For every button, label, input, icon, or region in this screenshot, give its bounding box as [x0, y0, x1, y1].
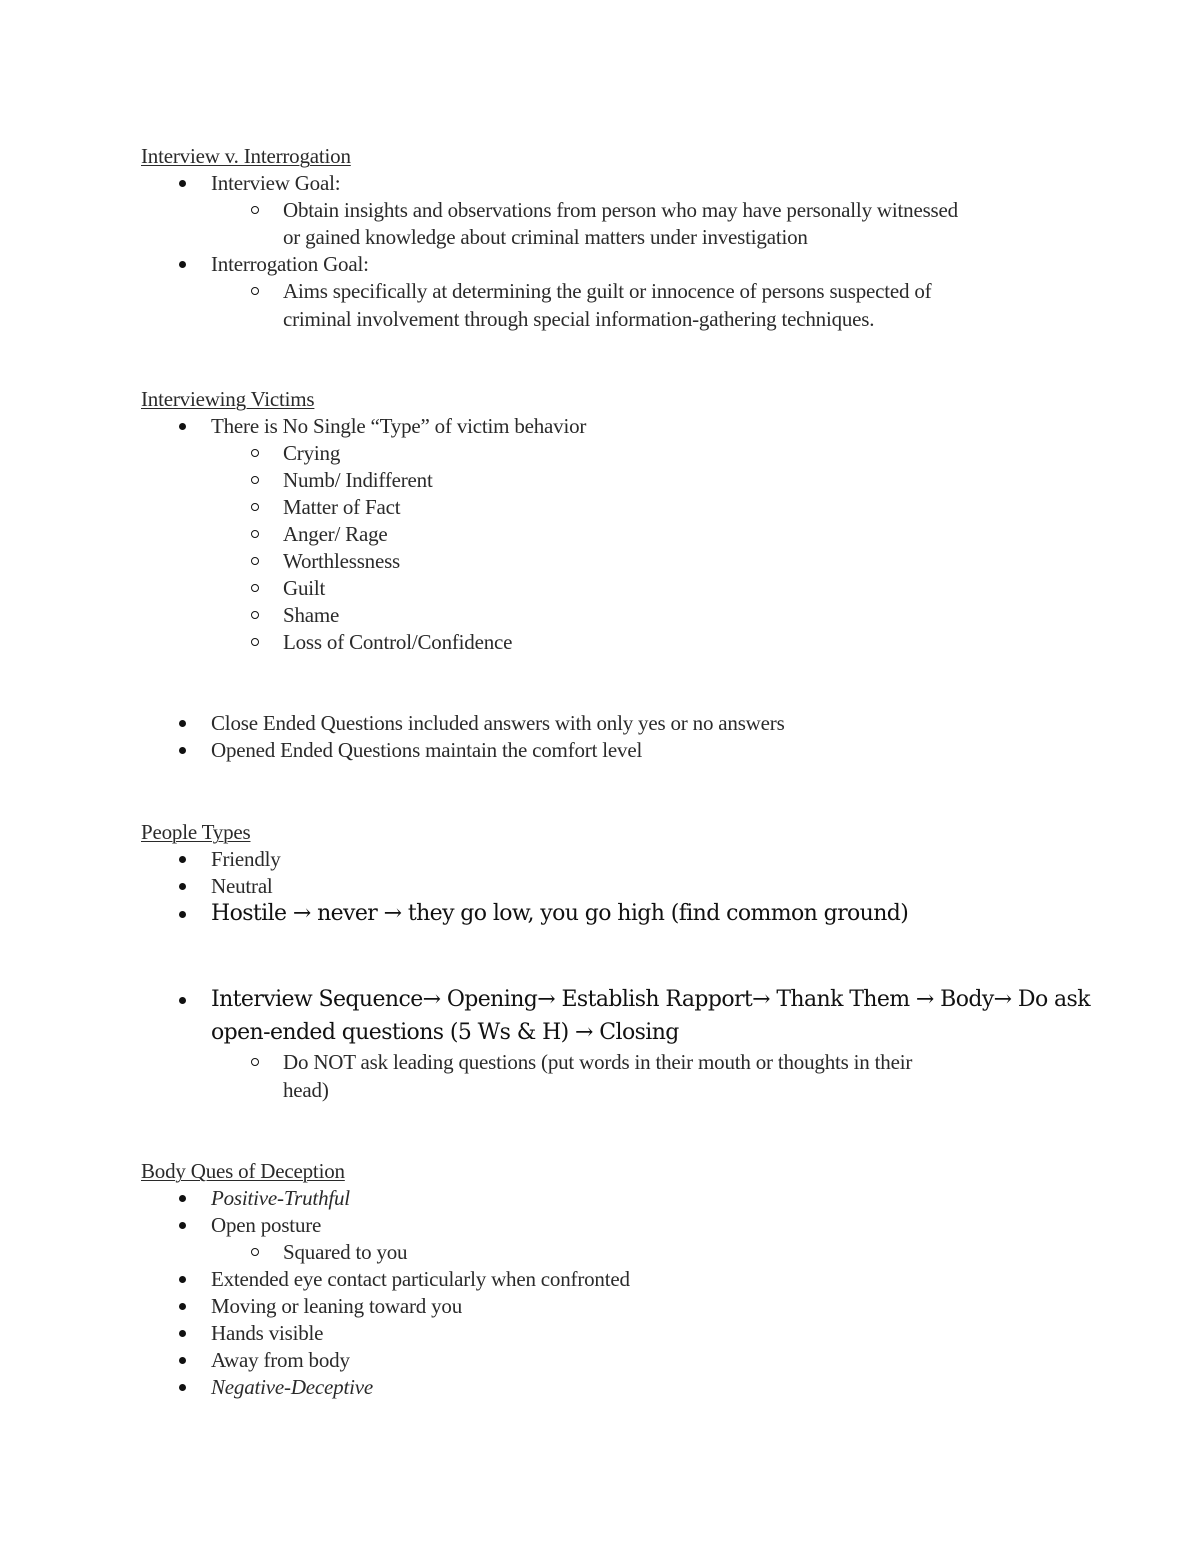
- away-from-body-item: Away from body: [211, 1348, 350, 1372]
- hollow-bullet-icon: [251, 1058, 259, 1066]
- eye-contact-item: Extended eye contact particularly when confronted: [211, 1267, 630, 1291]
- interview-goal-detail-line-1: Obtain insights and observations from person who may have personally witnessed: [283, 198, 958, 222]
- hollow-bullet-icon: [251, 611, 259, 619]
- hollow-bullet-icon: [251, 584, 259, 592]
- negative-deceptive-item: Negative-Deceptive: [211, 1375, 373, 1399]
- bullet-icon: [179, 180, 186, 187]
- no-single-type-item: There is No Single “Type” of victim behavior: [211, 414, 587, 438]
- section-heading-interview-v-interrogation: Interview v. Interrogation: [141, 144, 351, 168]
- interview-sequence-line-2: open-ended questions (5 Ws & H) → Closing: [211, 1020, 679, 1045]
- behavior-item: Guilt: [283, 576, 326, 600]
- close-ended-item: Close Ended Questions included answers with only yes or no answers: [211, 711, 785, 735]
- hollow-bullet-icon: [251, 1248, 259, 1256]
- hands-visible-item: Hands visible: [211, 1321, 324, 1345]
- behavior-item: Anger/ Rage: [283, 522, 388, 546]
- section-heading-interviewing-victims: Interviewing Victims: [141, 387, 315, 411]
- bullet-icon: [179, 1330, 186, 1337]
- behavior-item: Worthlessness: [283, 549, 401, 573]
- bullet-icon: [179, 856, 186, 863]
- hollow-bullet-icon: [251, 638, 259, 646]
- leading-questions-line-1: Do NOT ask leading questions (put words in their mouth or thoughts in their: [283, 1050, 913, 1074]
- squared-item: Squared to you: [283, 1240, 408, 1264]
- neutral-item: Neutral: [211, 874, 273, 898]
- hollow-bullet-icon: [251, 287, 259, 295]
- behavior-item: Loss of Control/Confidence: [283, 630, 513, 654]
- bullet-icon: [179, 747, 186, 754]
- interview-goal-item: Interview Goal:: [211, 171, 341, 195]
- interrogation-goal-detail-line-1: Aims specifically at determining the guilt or innocence of persons suspected of: [283, 279, 932, 303]
- bullet-icon: [179, 883, 186, 890]
- hostile-item: Hostile → never → they go low, you go high (find common ground): [211, 901, 909, 926]
- bullet-icon: [179, 423, 186, 430]
- bullet-icon: [179, 261, 186, 268]
- hollow-bullet-icon: [251, 476, 259, 484]
- interview-sequence-line-1: Interview Sequence→ Opening→ Establish Rapport→ Thank Them → Body→ Do ask: [211, 987, 1090, 1012]
- behavior-item: Crying: [283, 441, 341, 465]
- bullet-icon: [179, 911, 186, 918]
- interview-goal-detail-line-2: or gained knowledge about criminal matters under investigation: [283, 225, 808, 249]
- leaning-item: Moving or leaning toward you: [211, 1294, 463, 1318]
- behavior-item: Matter of Fact: [283, 495, 401, 519]
- open-ended-item: Opened Ended Questions maintain the comfort level: [211, 738, 643, 762]
- hollow-bullet-icon: [251, 503, 259, 511]
- bullet-icon: [179, 1384, 186, 1391]
- bullet-icon: [179, 720, 186, 727]
- behavior-item: Numb/ Indifferent: [283, 468, 433, 492]
- bullet-icon: [179, 1357, 186, 1364]
- bullet-icon: [179, 1303, 186, 1310]
- positive-truthful-item: Positive-Truthful: [211, 1186, 350, 1210]
- behavior-item: Shame: [283, 603, 340, 627]
- hollow-bullet-icon: [251, 206, 259, 214]
- hollow-bullet-icon: [251, 449, 259, 457]
- bullet-icon: [179, 1222, 186, 1229]
- bullet-icon: [179, 1195, 186, 1202]
- hollow-bullet-icon: [251, 557, 259, 565]
- interrogation-goal-item: Interrogation Goal:: [211, 252, 369, 276]
- section-heading-people-types: People Types: [141, 820, 251, 844]
- bullet-icon: [179, 1276, 186, 1283]
- hollow-bullet-icon: [251, 530, 259, 538]
- friendly-item: Friendly: [211, 847, 281, 871]
- interrogation-goal-detail-line-2: criminal involvement through special information-gathering techniques.: [283, 307, 875, 331]
- bullet-icon: [179, 997, 186, 1004]
- leading-questions-line-2: head): [283, 1078, 329, 1102]
- open-posture-item: Open posture: [211, 1213, 322, 1237]
- section-heading-body-cues: Body Ques of Deception: [141, 1159, 345, 1183]
